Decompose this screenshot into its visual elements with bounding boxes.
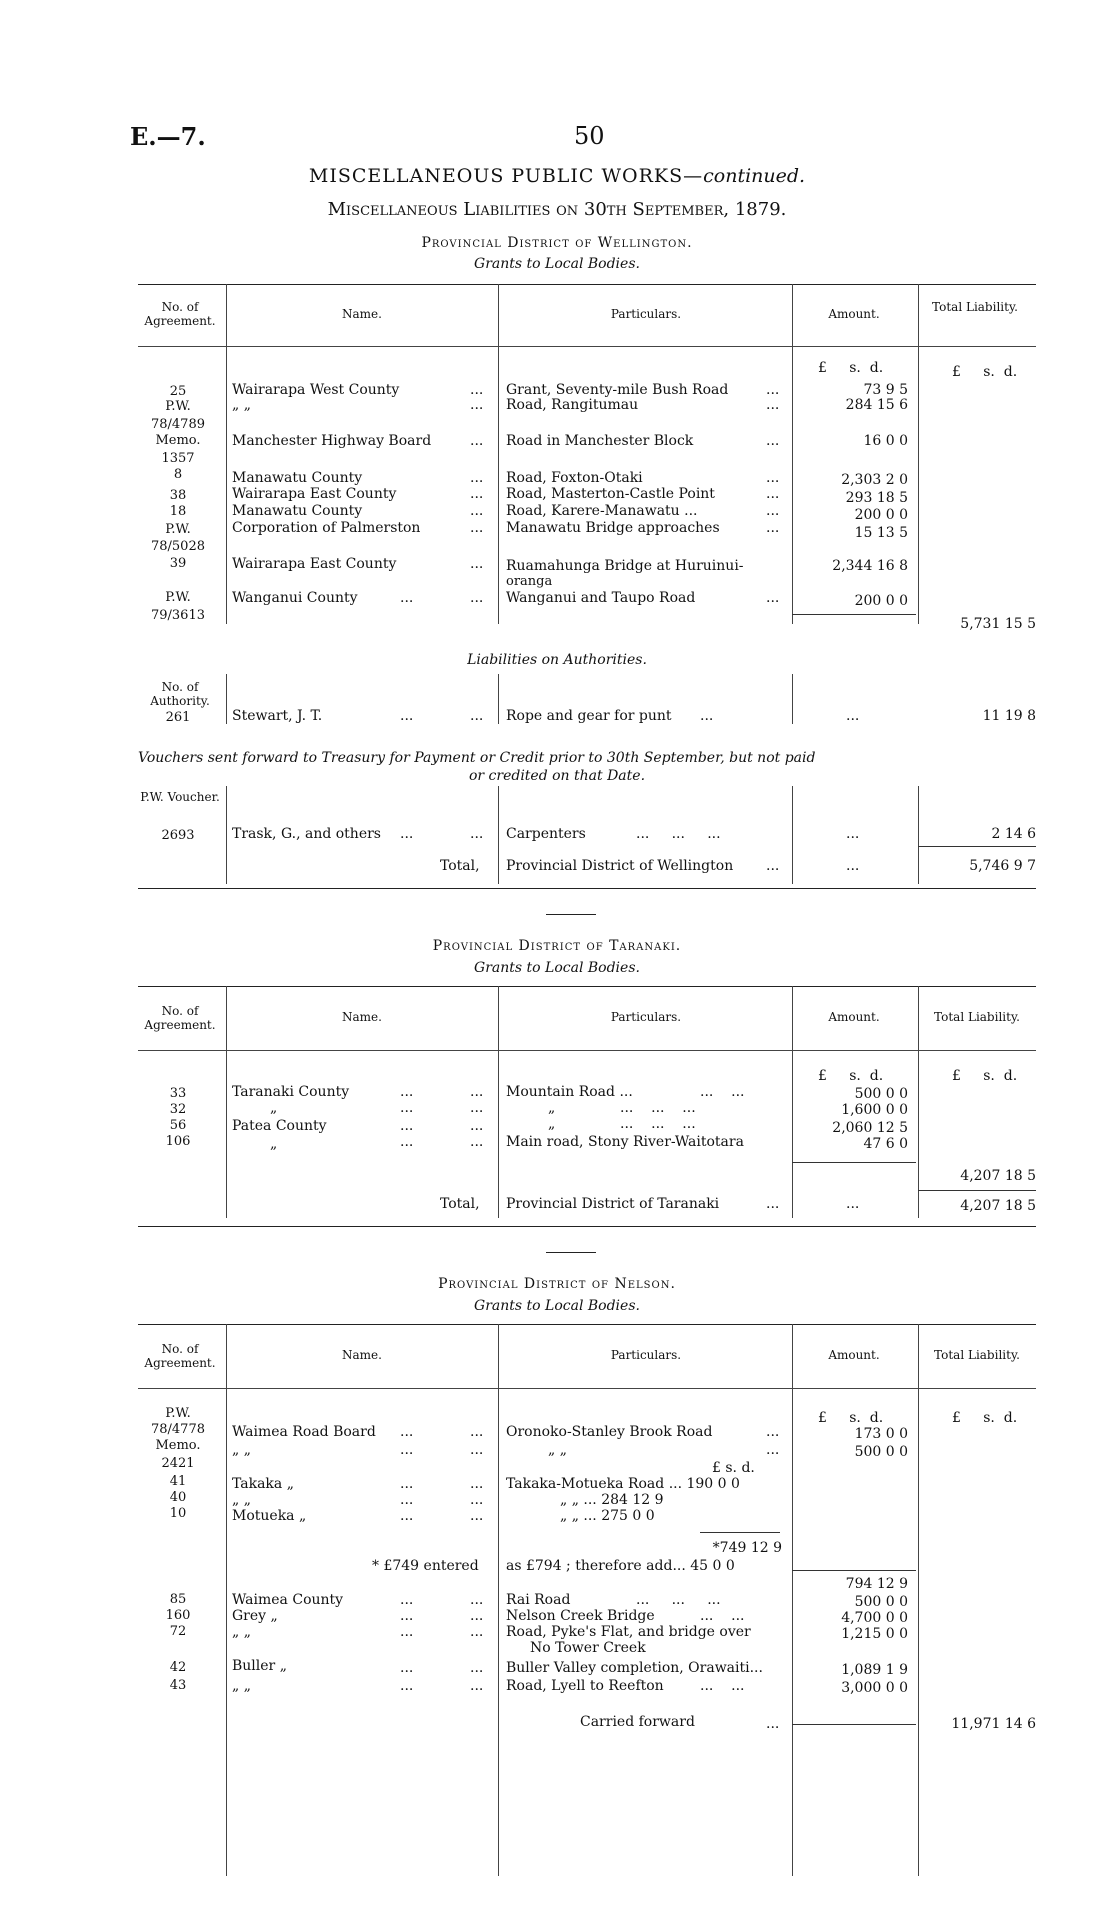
entered-particulars: as £794 ; therefore add... 45 0 0 bbox=[506, 1558, 735, 1574]
total-amount: ... bbox=[846, 858, 860, 874]
table-rule bbox=[138, 1324, 1036, 1325]
leader-dots: ... bbox=[766, 1196, 780, 1212]
col-header-agreement: No. of Agreement. bbox=[144, 1004, 216, 1032]
row-name: „ „ bbox=[232, 1492, 251, 1508]
leader-dots: ... bbox=[400, 1084, 414, 1100]
row-name: Waimea Road Board bbox=[232, 1424, 376, 1440]
row-particulars: Buller Valley completion, Orawaiti... bbox=[506, 1660, 763, 1676]
taranaki-grants-title: Grants to Local Bodies. bbox=[474, 960, 640, 976]
row-amount: 200 0 0 bbox=[854, 593, 908, 609]
row-amount: 173 0 0 bbox=[854, 1426, 908, 1442]
agreement-no: 33 bbox=[169, 1086, 187, 1101]
row-amount: 1,600 0 0 bbox=[841, 1102, 908, 1118]
leader-dots: ... bbox=[400, 708, 414, 724]
agreement-no: 1357 bbox=[161, 451, 195, 466]
row-name: Wairarapa East County bbox=[232, 486, 397, 502]
leader-dots: ... ... bbox=[700, 1678, 745, 1694]
row-name: Waimea County bbox=[232, 1592, 344, 1608]
agreement-no: 78/4778 bbox=[150, 1422, 205, 1437]
voucher-no: 2693 bbox=[161, 828, 195, 843]
leader-dots: ... bbox=[470, 590, 484, 606]
agreement-no: P.W. bbox=[165, 590, 191, 605]
leader-dots: ... bbox=[766, 470, 780, 486]
column-divider bbox=[498, 1324, 499, 1876]
row-amount: 16 0 0 bbox=[863, 433, 908, 449]
leader-dots: ... bbox=[470, 708, 484, 724]
agreement-no: 56 bbox=[169, 1118, 187, 1133]
row-amount: 500 0 0 bbox=[854, 1086, 908, 1102]
total-units: £ s. d. bbox=[952, 1068, 1018, 1084]
row-name: Stewart, J. T. bbox=[232, 708, 323, 724]
row-name: „ „ bbox=[232, 1678, 251, 1694]
agreement-no: 38 bbox=[169, 488, 187, 503]
row-name: Manawatu County bbox=[232, 503, 363, 519]
report-code: E.—7. bbox=[130, 122, 206, 151]
leader-dots: ... bbox=[766, 1424, 780, 1440]
column-divider bbox=[792, 986, 793, 1218]
row-amount: 200 0 0 bbox=[854, 507, 908, 523]
leader-dots: ... bbox=[766, 382, 780, 398]
agreement-no: 8 bbox=[173, 467, 183, 482]
amount-units: £ s. d. bbox=[818, 1410, 884, 1426]
row-particulars: Takaka-Motueka Road ... 190 0 0 bbox=[506, 1476, 740, 1492]
leader-dots: ... bbox=[766, 503, 780, 519]
table-rule bbox=[138, 1388, 1036, 1389]
column-divider bbox=[498, 986, 499, 1218]
leader-dots: ... ... bbox=[700, 1608, 745, 1624]
sum-rule bbox=[792, 1724, 916, 1725]
column-divider bbox=[792, 284, 793, 624]
row-name: „ „ bbox=[232, 1624, 251, 1640]
table-rule bbox=[138, 346, 1036, 347]
row-name: Manchester Highway Board bbox=[232, 433, 432, 449]
table-rule bbox=[138, 1050, 1036, 1051]
district-total: 5,746 9 7 bbox=[969, 858, 1036, 874]
wellington-district-title: Provincial District of Wellington. bbox=[421, 235, 693, 251]
column-divider bbox=[918, 1324, 919, 1876]
row-name: „ bbox=[270, 1100, 278, 1116]
page-number: 50 bbox=[574, 122, 605, 150]
row-name: „ „ bbox=[232, 1442, 251, 1458]
total-particulars: Provincial District of Wellington bbox=[506, 858, 734, 874]
leader-dots: ... bbox=[470, 382, 484, 398]
table-rule bbox=[138, 1226, 1036, 1227]
leader-dots: ... bbox=[400, 1118, 414, 1134]
agreement-no: 78/5028 bbox=[150, 539, 205, 554]
row-amount: ... bbox=[846, 708, 860, 724]
col-header-particulars: Particulars. bbox=[610, 1348, 682, 1362]
leader-dots: ... ... ... bbox=[620, 1116, 696, 1132]
liabilities-title: Liabilities on Authorities. bbox=[467, 652, 647, 668]
column-divider bbox=[226, 674, 227, 724]
leader-dots: ... bbox=[470, 1134, 484, 1150]
leader-dots: ... bbox=[470, 433, 484, 449]
row-particulars: Ruamahunga Bridge at Huruinui- bbox=[506, 558, 744, 574]
leader-dots: ... ... ... bbox=[620, 1100, 696, 1116]
col-header-total: Total Liability. bbox=[934, 1010, 1020, 1024]
col-header-agreement: No. of Agreement. bbox=[144, 1342, 216, 1370]
nelson-grants-title: Grants to Local Bodies. bbox=[474, 1298, 640, 1314]
agreement-no: 78/4789 bbox=[150, 417, 205, 432]
column-divider bbox=[792, 1324, 793, 1876]
agreement-no: 41 bbox=[169, 1474, 187, 1489]
row-particulars: Road in Manchester Block bbox=[506, 433, 694, 449]
total-label: Total, bbox=[440, 1196, 480, 1212]
leader-dots: ... bbox=[470, 1492, 484, 1508]
vouchers-title-cont: or credited on that Date. bbox=[468, 768, 646, 784]
col-header-amount: Amount. bbox=[828, 307, 880, 321]
row-amount: 284 15 6 bbox=[845, 397, 908, 413]
entered-amount: 794 12 9 bbox=[845, 1576, 908, 1592]
row-particulars: Road, Karere-Manawatu ... bbox=[506, 503, 698, 519]
column-divider bbox=[792, 786, 793, 884]
leader-dots: ... bbox=[400, 826, 414, 842]
col-header-particulars: Particulars. bbox=[610, 307, 682, 321]
leader-dots: ... bbox=[470, 486, 484, 502]
leader-dots: ... bbox=[400, 1424, 414, 1440]
subtotal: 5,731 15 5 bbox=[960, 616, 1036, 632]
total-units: £ s. d. bbox=[952, 364, 1018, 380]
leader-dots: ... bbox=[400, 1660, 414, 1676]
authority-label: No. of Authority. bbox=[150, 680, 210, 708]
agreement-no: P.W. bbox=[165, 399, 191, 414]
leader-dots: ... bbox=[470, 1508, 484, 1524]
row-amount: 500 0 0 bbox=[854, 1444, 908, 1460]
leader-dots: ... ... ... bbox=[636, 826, 721, 842]
leader-dots: ... bbox=[400, 1678, 414, 1694]
column-divider bbox=[226, 1324, 227, 1876]
row-particulars-cont: oranga bbox=[506, 574, 553, 589]
agreement-no: Memo. bbox=[155, 1438, 201, 1453]
total-particulars: Provincial District of Taranaki bbox=[506, 1196, 720, 1212]
col-header-total: Total Liability. bbox=[934, 1348, 1020, 1362]
agreement-no: P.W. bbox=[165, 522, 191, 537]
row-name: Wanganui County bbox=[232, 590, 358, 606]
amount-units: £ s. d. bbox=[818, 360, 884, 376]
column-divider bbox=[226, 986, 227, 1218]
col-header-name: Name. bbox=[342, 1348, 382, 1362]
leader-dots: ... bbox=[400, 590, 414, 606]
row-particulars: „ „ ... 284 12 9 bbox=[560, 1492, 664, 1508]
row-particulars: Rai Road bbox=[506, 1592, 571, 1608]
col-header-name: Name. bbox=[342, 1010, 382, 1024]
row-particulars: Mountain Road ... bbox=[506, 1084, 633, 1100]
row-amount: 293 18 5 bbox=[845, 490, 908, 506]
leader-dots: ... bbox=[470, 470, 484, 486]
leader-dots: ... bbox=[766, 486, 780, 502]
row-particulars: Road, Masterton-Castle Point bbox=[506, 486, 715, 502]
authority-no: 261 bbox=[165, 710, 191, 725]
voucher-total: 2 14 6 bbox=[991, 826, 1036, 842]
column-divider bbox=[498, 674, 499, 724]
row-amount: 4,700 0 0 bbox=[841, 1610, 908, 1626]
row-name: Trask, G., and others bbox=[232, 826, 381, 842]
leader-dots: ... bbox=[470, 1608, 484, 1624]
agreement-no: 10 bbox=[169, 1506, 187, 1521]
leader-dots: ... bbox=[470, 1100, 484, 1116]
column-divider bbox=[226, 786, 227, 884]
agreement-no: 106 bbox=[165, 1134, 191, 1149]
row-name: Patea County bbox=[232, 1118, 327, 1134]
wellington-grants-title: Grants to Local Bodies. bbox=[474, 256, 640, 272]
table-rule bbox=[138, 986, 1036, 987]
section-separator bbox=[546, 1252, 596, 1253]
total-amount: ... bbox=[846, 1196, 860, 1212]
row-name: Wairarapa East County bbox=[232, 556, 397, 572]
row-amount: 2,060 12 5 bbox=[832, 1120, 908, 1136]
row-particulars: Manawatu Bridge approaches bbox=[506, 520, 720, 536]
voucher-label: P.W. Voucher. bbox=[140, 790, 220, 804]
agreement-no: 42 bbox=[169, 1660, 187, 1675]
section-separator bbox=[546, 914, 596, 915]
row-name: Takaka „ bbox=[232, 1476, 294, 1492]
leader-dots: ... bbox=[470, 1476, 484, 1492]
leader-dots: ... bbox=[470, 520, 484, 536]
row-particulars: Main road, Stony River-Waitotara bbox=[506, 1134, 744, 1150]
leader-dots: ... bbox=[400, 1476, 414, 1492]
row-particulars: Grant, Seventy-mile Bush Road bbox=[506, 382, 729, 398]
leader-dots: ... bbox=[766, 1716, 780, 1732]
leader-dots: ... bbox=[400, 1608, 414, 1624]
subtotal: 4,207 18 5 bbox=[960, 1168, 1036, 1184]
col-header-amount: Amount. bbox=[828, 1348, 880, 1362]
agreement-no: 79/3613 bbox=[150, 608, 205, 623]
leader-dots: ... bbox=[400, 1492, 414, 1508]
leader-dots: ... bbox=[766, 433, 780, 449]
sum-rule bbox=[792, 1162, 916, 1163]
sum-rule bbox=[918, 846, 1036, 847]
agreement-no: 43 bbox=[169, 1678, 187, 1693]
page-title: MISCELLANEOUS PUBLIC WORKS—continued. bbox=[308, 165, 806, 187]
agreement-no: 39 bbox=[169, 556, 187, 571]
agreement-no: 18 bbox=[169, 504, 187, 519]
col-header-total: Total Liability. bbox=[932, 300, 1018, 314]
leader-dots: ... bbox=[470, 1424, 484, 1440]
column-divider bbox=[226, 284, 227, 624]
leader-dots: ... bbox=[470, 1660, 484, 1676]
row-particulars: Oronoko-Stanley Brook Road bbox=[506, 1424, 713, 1440]
inner-sum: *749 12 9 bbox=[712, 1540, 782, 1556]
column-divider bbox=[498, 284, 499, 624]
row-name: Corporation of Palmerston bbox=[232, 520, 421, 536]
district-total: 4,207 18 5 bbox=[960, 1198, 1036, 1214]
row-amount: 73 9 5 bbox=[863, 382, 908, 398]
leader-dots: ... bbox=[766, 858, 780, 874]
leader-dots: ... bbox=[400, 1624, 414, 1640]
row-name: Taranaki County bbox=[232, 1084, 350, 1100]
agreement-no: 32 bbox=[169, 1102, 187, 1117]
leader-dots: ... bbox=[400, 1592, 414, 1608]
leader-dots: ... bbox=[766, 590, 780, 606]
row-amount: 1,089 1 9 bbox=[841, 1662, 908, 1678]
row-particulars: Road, Foxton-Otaki bbox=[506, 470, 643, 486]
liability-total: 11 19 8 bbox=[982, 708, 1036, 724]
leader-dots: ... bbox=[470, 826, 484, 842]
row-particulars: „ „ bbox=[548, 1442, 567, 1458]
leader-dots: ... bbox=[470, 397, 484, 413]
carried-forward-label: Carried forward bbox=[580, 1714, 695, 1730]
taranaki-district-title: Provincial District of Taranaki. bbox=[432, 938, 682, 954]
col-header-name: Name. bbox=[342, 307, 382, 321]
sum-rule bbox=[792, 614, 916, 615]
leader-dots: ... ... bbox=[700, 1084, 745, 1100]
leader-dots: ... bbox=[470, 1084, 484, 1100]
leader-dots: ... bbox=[470, 1118, 484, 1134]
agreement-no: 85 bbox=[169, 1592, 187, 1607]
leader-dots: ... bbox=[470, 1442, 484, 1458]
leader-dots: ... bbox=[470, 1678, 484, 1694]
agreement-no: 160 bbox=[165, 1608, 191, 1623]
nelson-district-title: Provincial District of Nelson. bbox=[438, 1276, 676, 1292]
leader-dots: ... bbox=[400, 1100, 414, 1116]
row-amount: 2,344 16 8 bbox=[832, 558, 908, 574]
leader-dots: ... bbox=[700, 708, 714, 724]
leader-dots: ... bbox=[400, 1134, 414, 1150]
row-particulars: Wanganui and Taupo Road bbox=[506, 590, 696, 606]
row-particulars: Road, Pyke's Flat, and bridge over bbox=[506, 1624, 751, 1640]
row-name: Grey „ bbox=[232, 1608, 278, 1624]
row-name: „ bbox=[270, 1136, 278, 1152]
row-particulars: Rope and gear for punt bbox=[506, 708, 672, 724]
agreement-no: P.W. bbox=[165, 1406, 191, 1421]
leader-dots: ... bbox=[766, 520, 780, 536]
leader-dots: ... bbox=[400, 1508, 414, 1524]
carried-forward-total: 11,971 14 6 bbox=[951, 1716, 1036, 1732]
leader-dots: ... bbox=[766, 1442, 780, 1458]
table-rule bbox=[138, 888, 1036, 889]
leader-dots: ... bbox=[766, 397, 780, 413]
row-particulars: Road, Lyell to Reefton bbox=[506, 1678, 664, 1694]
row-particulars: Road, Rangitumau bbox=[506, 397, 639, 413]
leader-dots: ... bbox=[470, 1592, 484, 1608]
sum-rule bbox=[792, 1570, 916, 1571]
vouchers-title: Vouchers sent forward to Treasury for Payment or Credit prior to 30th September, but not paid bbox=[138, 750, 816, 766]
entered-note: * £749 entered bbox=[372, 1558, 479, 1574]
row-amount: 1,215 0 0 bbox=[841, 1626, 908, 1642]
row-particulars: Nelson Creek Bridge bbox=[506, 1608, 655, 1624]
leader-dots: ... bbox=[470, 503, 484, 519]
row-amount: 3,000 0 0 bbox=[841, 1680, 908, 1696]
col-header-particulars: Particulars. bbox=[610, 1010, 682, 1024]
column-divider bbox=[792, 674, 793, 724]
row-particulars: „ bbox=[548, 1100, 556, 1116]
row-particulars: „ bbox=[548, 1116, 556, 1132]
table-rule bbox=[138, 284, 1036, 285]
column-divider bbox=[918, 786, 919, 884]
row-amount: 15 13 5 bbox=[854, 525, 908, 541]
total-label: Total, bbox=[440, 858, 480, 874]
row-particulars-cont: No Tower Creek bbox=[530, 1640, 646, 1656]
row-amount: ... bbox=[846, 826, 860, 842]
inner-units: £ s. d. bbox=[712, 1460, 755, 1476]
agreement-no: 40 bbox=[169, 1490, 187, 1505]
row-particulars: Carpenters bbox=[506, 826, 586, 842]
leader-dots: ... bbox=[400, 1442, 414, 1458]
row-name: „ „ bbox=[232, 397, 251, 413]
agreement-no: 25 bbox=[169, 384, 187, 399]
column-divider bbox=[498, 786, 499, 884]
row-amount: 2,303 2 0 bbox=[841, 472, 908, 488]
page-subtitle: Miscellaneous Liabilities on 30th September, 1879. bbox=[327, 199, 787, 220]
amount-units: £ s. d. bbox=[818, 1068, 884, 1084]
row-name: Wairarapa West County bbox=[232, 382, 400, 398]
col-header-amount: Amount. bbox=[828, 1010, 880, 1024]
col-header-agreement: No. of Agreement. bbox=[144, 300, 216, 328]
agreement-no: 2421 bbox=[161, 1456, 195, 1471]
row-amount: 500 0 0 bbox=[854, 1594, 908, 1610]
leader-dots: ... ... ... bbox=[636, 1592, 721, 1608]
row-name: Buller „ bbox=[232, 1658, 287, 1674]
sum-rule bbox=[700, 1532, 780, 1533]
row-amount: 47 6 0 bbox=[863, 1136, 908, 1152]
total-units: £ s. d. bbox=[952, 1410, 1018, 1426]
sum-rule bbox=[918, 1190, 1036, 1191]
column-divider bbox=[918, 284, 919, 624]
row-name: Motueka „ bbox=[232, 1508, 307, 1524]
row-particulars: „ „ ... 275 0 0 bbox=[560, 1508, 655, 1524]
leader-dots: ... bbox=[470, 556, 484, 572]
row-name: Manawatu County bbox=[232, 470, 363, 486]
column-divider bbox=[918, 986, 919, 1218]
agreement-no: Memo. bbox=[155, 433, 201, 448]
leader-dots: ... bbox=[470, 1624, 484, 1640]
agreement-no: 72 bbox=[169, 1624, 187, 1639]
